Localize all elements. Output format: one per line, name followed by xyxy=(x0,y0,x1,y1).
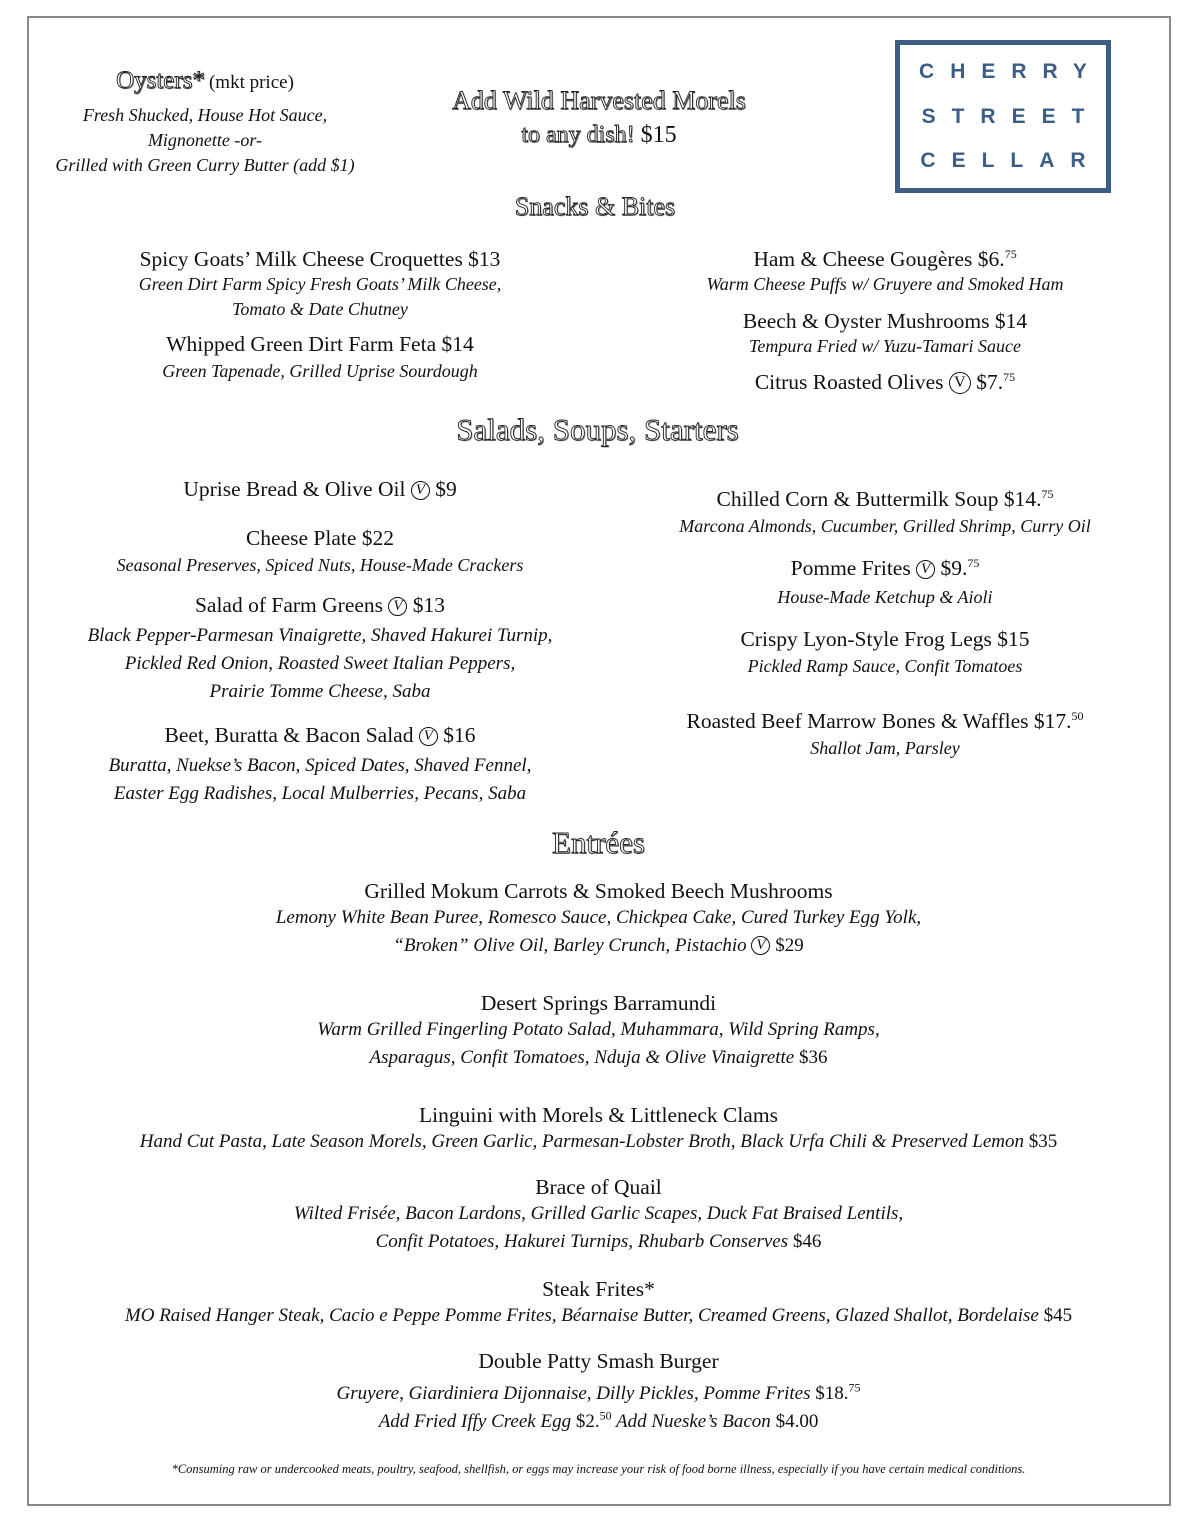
pomme-frites-desc: House-Made Ketchup & Aioli xyxy=(777,587,993,607)
beet-salad-name: Beet, Buratta & Bacon Salad xyxy=(164,723,414,747)
cheese-plate-desc: Seasonal Preserves, Spiced Nuts, House-Made Crackers xyxy=(116,555,524,575)
greens-desc-1: Black Pepper-Parmesan Vinaigrette, Shaved Hakurei Turnip, xyxy=(87,625,553,646)
burger-name: Double Patty Smash Burger xyxy=(478,1349,719,1373)
quail-desc-1: Wilted Frisée, Bacon Lardons, Grilled Garlic Scapes, Duck Fat Braised Lentils, xyxy=(293,1203,904,1224)
soup-desc: Marcona Almonds, Cucumber, Grilled Shrimp, Curry Oil xyxy=(679,516,1091,536)
beet-salad-price: $16 xyxy=(443,723,476,747)
logo-line-3: CELLAR xyxy=(920,149,1102,172)
barramundi-desc-2: Asparagus, Confit Tomatoes, Nduja & Olive Vinaigrette xyxy=(369,1047,795,1068)
carrots-desc-1: Lemony White Bean Puree, Romesco Sauce, Chickpea Cake, Cured Turkey Egg Yolk, xyxy=(275,907,922,928)
quail-name: Brace of Quail xyxy=(535,1175,662,1199)
gougeres-name: Ham & Cheese Gougères $6. xyxy=(753,247,1005,271)
burger-add-bacon: Add Nueske’s Bacon xyxy=(616,1411,771,1432)
logo-line-2: STREET xyxy=(921,105,1101,128)
oysters-desc-1: Fresh Shucked, House Hot Sauce, xyxy=(82,105,328,125)
logo-line-1: CHERRY xyxy=(919,60,1103,83)
marrow-name: Roasted Beef Marrow Bones & Waffles $17. xyxy=(686,709,1072,733)
snacks-heading: Snacks & Bites xyxy=(514,192,676,221)
vegetarian-icon: V xyxy=(411,481,430,500)
soup-cents: 75 xyxy=(1041,486,1054,501)
olives-cents: 75 xyxy=(1003,369,1016,384)
oysters-desc-3: Grilled with Green Curry Butter (add $1) xyxy=(55,155,355,175)
quail-desc-2: Confit Potatoes, Hakurei Turnips, Rhubarb Conserves xyxy=(375,1231,789,1252)
promo-price: $15 xyxy=(640,122,677,148)
olives-name: Citrus Roasted Olives xyxy=(754,370,944,394)
carrots-name: Grilled Mokum Carrots & Smoked Beech Mushrooms xyxy=(364,879,833,903)
burger-price: $18. xyxy=(815,1383,849,1404)
snacks-left-column xyxy=(70,246,570,384)
linguini-desc: Hand Cut Pasta, Late Season Morels, Green Garlic, Parmesan-Lobster Broth, Black Urfa Chili & Preserved Lemon xyxy=(139,1131,1025,1152)
feta-desc: Green Tapenade, Grilled Uprise Sourdough xyxy=(162,361,478,381)
greens-price: $13 xyxy=(412,593,446,617)
promo-line-2: to any dish! xyxy=(521,122,635,148)
starters-heading: Salads, Soups, Starters xyxy=(456,412,739,447)
gougeres-cents: 75 xyxy=(1004,246,1017,261)
burger-add-egg-cents: 50 xyxy=(599,1408,612,1423)
carrots-price: $29 xyxy=(775,935,804,956)
gougeres-desc: Warm Cheese Puffs w/ Gruyere and Smoked Ham xyxy=(706,274,1064,294)
barramundi-name: Desert Springs Barramundi xyxy=(480,991,717,1015)
mushrooms-name: Beech & Oyster Mushrooms $14 xyxy=(742,309,1028,333)
linguini-name: Linguini with Morels & Littleneck Clams xyxy=(419,1103,778,1127)
burger-add-egg-price: $2. xyxy=(575,1411,600,1432)
barramundi-desc-1: Warm Grilled Fingerling Potato Salad, Muhammara, Wild Spring Ramps, xyxy=(317,1019,880,1040)
croquettes-desc-2: Tomato & Date Chutney xyxy=(232,299,408,319)
beet-salad-desc-1: Buratta, Nuekse’s Bacon, Spiced Dates, Shaved Fennel, xyxy=(108,755,532,776)
vegetarian-icon: V xyxy=(916,560,935,579)
olives-price: $7. xyxy=(976,370,1004,394)
beet-salad-desc-2: Easter Egg Radishes, Local Mulberries, Pecans, Saba xyxy=(113,783,527,804)
pomme-frites-cents: 75 xyxy=(967,555,980,570)
starters-left-column xyxy=(50,476,590,808)
linguini-price: $35 xyxy=(1028,1131,1058,1152)
steak-desc: MO Raised Hanger Steak, Cacio e Peppe Pomme Frites, Béarnaise Butter, Creamed Greens, Glazed Shallot, Bordelaise xyxy=(124,1305,1039,1326)
carrots-desc-2: “Broken” Olive Oil, Barley Crunch, Pistachio xyxy=(393,935,747,956)
marrow-desc: Shallot Jam, Parsley xyxy=(810,738,960,758)
vegetarian-icon: V xyxy=(751,936,770,955)
burger-cents: 75 xyxy=(848,1380,861,1395)
oysters-desc-2: Mignonette -or- xyxy=(147,130,263,150)
pomme-frites-price: $9. xyxy=(940,556,968,580)
burger-add-bacon-price: $4.00 xyxy=(775,1411,819,1432)
greens-desc-3: Prairie Tomme Cheese, Saba xyxy=(209,681,431,702)
food-safety-footnote: *Consuming raw or undercooked meats, poultry, seafood, shellfish, or eggs may increase your risk of food borne illness, especially if you have certain medical conditions. xyxy=(171,1462,1026,1476)
barramundi-price: $36 xyxy=(798,1047,828,1068)
bread-price: $9 xyxy=(435,477,457,501)
bread-name: Uprise Bread & Olive Oil xyxy=(183,477,406,501)
greens-name: Salad of Farm Greens xyxy=(194,593,384,617)
steak-name: Steak Frites* xyxy=(542,1277,655,1301)
feta-name: Whipped Green Dirt Farm Feta $14 xyxy=(166,332,474,356)
soup-name: Chilled Corn & Buttermilk Soup $14. xyxy=(716,487,1042,511)
frog-legs-name: Crispy Lyon-Style Frog Legs $15 xyxy=(740,627,1030,651)
promo-line-1: Add Wild Harvested Morels xyxy=(452,86,746,115)
marrow-cents: 50 xyxy=(1071,708,1084,723)
oysters-section xyxy=(40,64,370,178)
vegetarian-icon: V xyxy=(388,597,407,616)
oysters-name: Oysters* xyxy=(116,67,205,94)
frog-legs-desc: Pickled Ramp Sauce, Confit Tomatoes xyxy=(747,656,1023,676)
pomme-frites-name: Pomme Frites xyxy=(790,556,911,580)
cheese-plate-name: Cheese Plate $22 xyxy=(245,526,395,550)
snacks-right-column xyxy=(620,246,1150,395)
morels-promo xyxy=(395,84,803,152)
vegetarian-icon: V xyxy=(949,372,971,394)
croquettes-desc-1: Green Dirt Farm Spicy Fresh Goats’ Milk Cheese, xyxy=(138,274,502,294)
burger-add-egg: Add Fried Iffy Creek Egg xyxy=(378,1411,572,1432)
vegetarian-icon: V xyxy=(419,727,438,746)
greens-desc-2: Pickled Red Onion, Roasted Sweet Italian Peppers, xyxy=(124,653,516,674)
croquettes-name: Spicy Goats’ Milk Cheese Croquettes $13 xyxy=(139,247,501,271)
entrees-heading: Entrées xyxy=(552,825,645,860)
cherry-street-cellar-logo xyxy=(895,40,1111,193)
starters-right-column xyxy=(615,486,1155,761)
mushrooms-desc: Tempura Fried w/ Yuzu-Tamari Sauce xyxy=(748,336,1022,356)
oysters-price: (mkt price) xyxy=(208,72,294,93)
quail-price: $46 xyxy=(792,1231,822,1252)
steak-price: $45 xyxy=(1043,1305,1073,1326)
entrees-list xyxy=(30,878,1167,1436)
burger-desc: Gruyere, Giardiniera Dijonnaise, Dilly Pickles, Pomme Frites xyxy=(336,1383,811,1404)
